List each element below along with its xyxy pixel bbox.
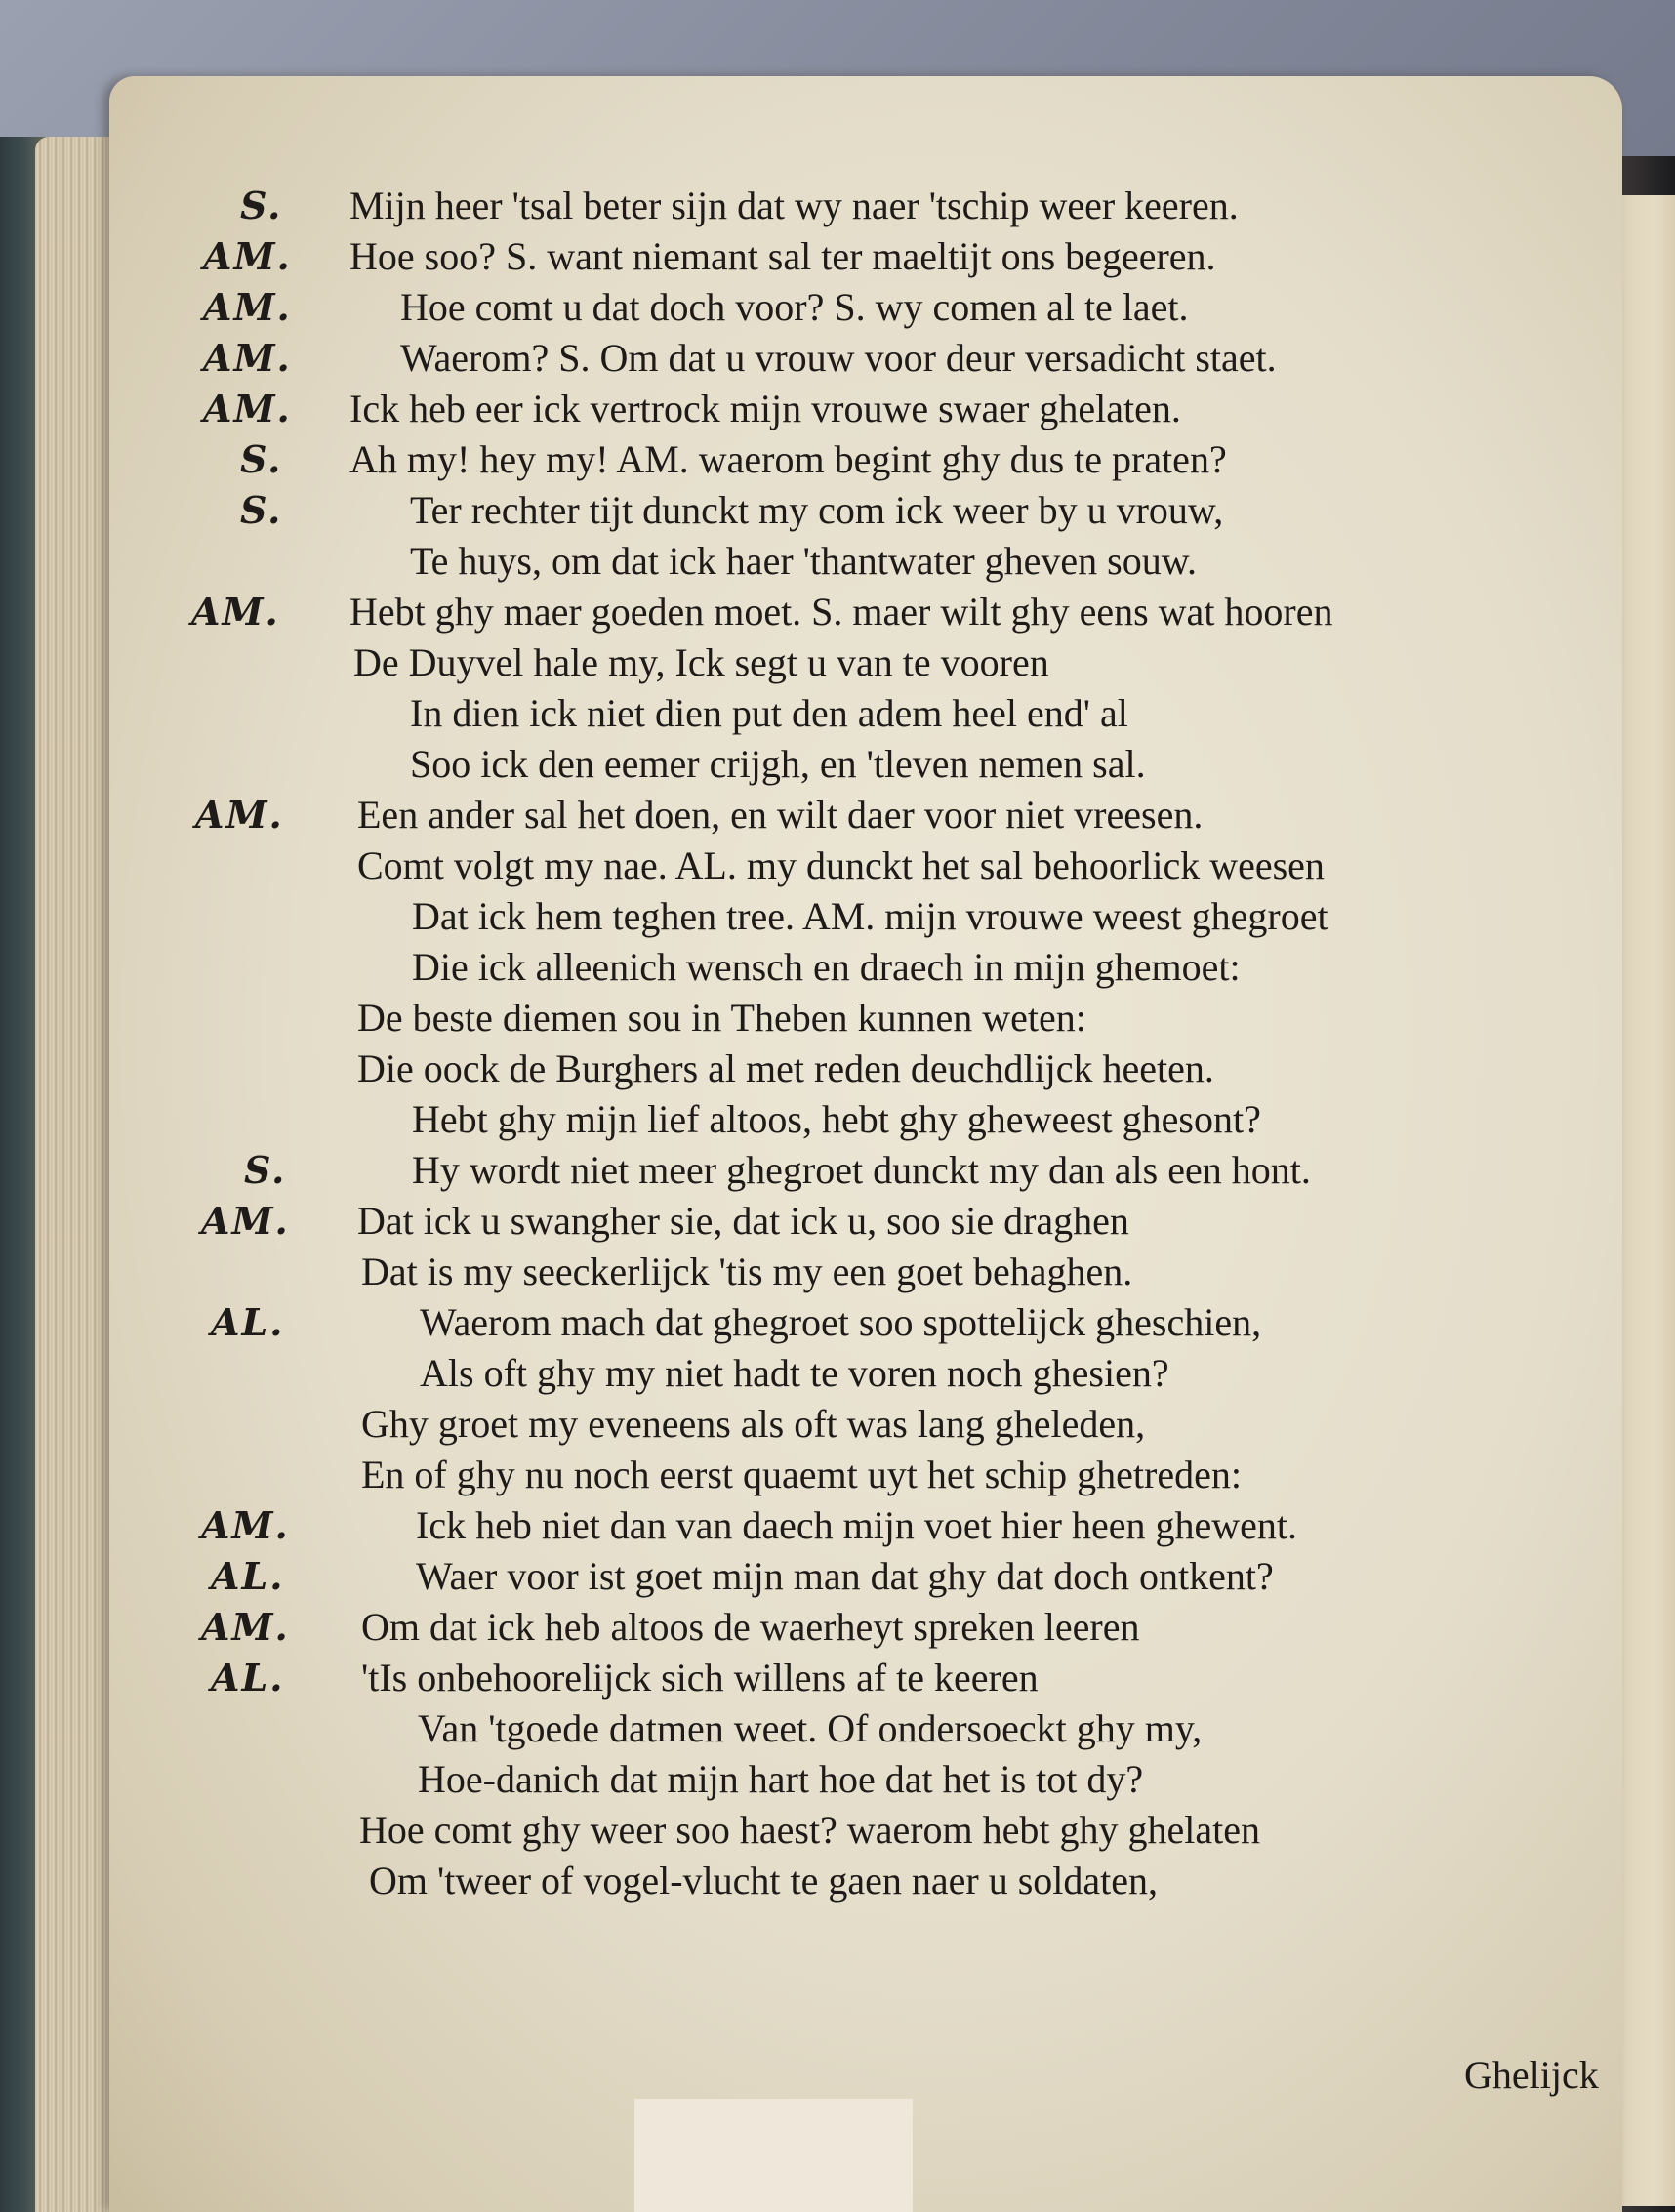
verse-line [0,1496,1675,1555]
verse-line [0,1293,1675,1352]
verse-text: In dien ick niet dien put den adem heel end' al [410,691,1128,735]
speaker-label: S. [240,184,283,227]
verse-line [0,1700,1675,1758]
verse-text: Dat ick hem teghen tree. AM. mijn vrouwe weest ghegroet [412,894,1328,938]
verse-line [0,1801,1675,1860]
speaker-label: AM. [195,793,284,837]
speaker-label: AM. [201,1605,290,1649]
speaker-label: S. [240,437,283,481]
verse-line [0,227,1675,286]
speaker-label: AM. [203,285,292,329]
verse-text: Waerom mach dat ghegroet soo spottelijck gheschien, [420,1300,1262,1344]
verse-line [0,329,1675,388]
verse-text: Hebt ghy maer goeden moet. S. maer wilt ghy eens wat hooren [349,590,1333,634]
speaker-label: AM. [201,1199,290,1243]
verse-text: Mijn heer 'tsal beter sijn dat wy naer 'tschip weer keeren. [349,184,1239,227]
verse-text: Van 'tgoede datmen weet. Of ondersoeckt ghy my, [418,1706,1203,1750]
verse-text: De beste diemen sou in Theben kunnen weten: [357,996,1086,1040]
verse-line [0,735,1675,794]
verse-text: Hebt ghy mijn lief altoos, hebt ghy gheweest ghesont? [412,1097,1261,1141]
verse-text: Te huys, om dat ick haer 'thantwater gheven souw. [410,539,1198,583]
verse-text: Hy wordt niet meer ghegroet dunckt my dan als een hont. [412,1148,1311,1192]
verse-line [0,1547,1675,1606]
verse-line [0,1344,1675,1403]
verse-line [0,278,1675,337]
verse-text: Hoe-danich dat mijn hart hoe dat het is tot dy? [418,1757,1144,1801]
verse-line [0,684,1675,743]
verse-line [0,1852,1675,1910]
verse-text: Die oock de Burghers al met reden deuchdlijck heeten. [357,1046,1214,1090]
verse-line [0,989,1675,1047]
verse-line [0,583,1675,641]
verse-line [0,380,1675,438]
verse-text: Ick heb eer ick vertrock mijn vrouwe swaer ghelaten. [349,387,1181,430]
verse-text: Ghy groet my eveneens als oft was lang gheleden, [361,1402,1146,1446]
verse-line [0,1750,1675,1809]
verse-text: 'tIs onbehoorelijck sich willens af te keeren [361,1656,1039,1700]
speaker-label: AM. [201,1503,290,1547]
catchword: Ghelijck [1464,2053,1599,2097]
verse-text: Soo ick den eemer crijgh, en 'tleven nemen sal. [410,742,1146,786]
speaker-label: AL. [211,1656,285,1700]
speaker-label: AM. [203,234,292,278]
verse-text: Een ander sal het doen, en wilt daer voor niet vreesen. [357,793,1204,837]
verse-text: Ick heb niet dan van daech mijn voet hier heen ghewent. [416,1503,1297,1547]
verse-line [0,430,1675,489]
verse-text: Dat is my seeckerlijck 'tis my een goet behaghen. [361,1249,1133,1293]
verse-line [0,1090,1675,1149]
verse-line [0,1395,1675,1454]
verse-text: Hoe soo? S. want niemant sal ter maeltijt ons begeeren. [349,234,1216,278]
verse-text: En of ghy nu noch eerst quaemt uyt het schip ghetreden: [361,1453,1242,1496]
speaker-label: S. [240,488,283,532]
verse-line [0,786,1675,844]
verse-line [0,532,1675,591]
speaker-label: AL. [211,1554,285,1598]
verse-line [0,837,1675,895]
speaker-label: AM. [203,336,292,380]
verse-text: Ah my! hey my! AM. waerom begint ghy dus te praten? [349,437,1227,481]
verse-text: Dat ick u swangher sie, dat ick u, soo sie draghen [357,1199,1129,1243]
verse-line [0,938,1675,997]
verse-text: Comt volgt my nae. AL. my dunckt het sal behoorlick weesen [357,843,1325,887]
speaker-label: S. [244,1148,287,1192]
verse-text: Waer voor ist goet mijn man dat ghy dat doch ontkent? [416,1554,1274,1598]
verse-line [0,1243,1675,1301]
verse-text: Om 'tweer of vogel-vlucht te gaen naer u soldaten, [369,1859,1159,1903]
speaker-label: AM. [203,387,292,430]
verse-line [0,634,1675,692]
verse-line [0,1040,1675,1098]
verse-line [0,1192,1675,1250]
verse-text: Waerom? S. Om dat u vrouw voor deur versadicht staet. [400,336,1277,380]
verse-text: Hoe comt ghy weer soo haest? waerom hebt ghy ghelaten [359,1808,1261,1852]
redaction-patch [634,2099,913,2212]
verse-text: Die ick alleenich wensch en draech in mijn ghemoet: [412,945,1241,989]
speaker-label: AM. [191,590,280,634]
speaker-label: AL. [211,1300,285,1344]
verse-line [0,177,1675,235]
verse-text: De Duyvel hale my, Ick segt u van te vooren [353,640,1049,684]
verse-text: Hoe comt u dat doch voor? S. wy comen al te laet. [400,285,1189,329]
verse-line [0,481,1675,540]
verse-text: Als oft ghy my niet hadt te voren noch ghesien? [420,1351,1169,1395]
verse-text: Ter rechter tijt dunckt my com ick weer by u vrouw, [410,488,1224,532]
verse-line [0,887,1675,946]
verse-line [0,1446,1675,1504]
verse-text: Om dat ick heb altoos de waerheyt spreken leeren [361,1605,1140,1649]
verse-line [0,1598,1675,1657]
verse-line [0,1649,1675,1707]
verse-line [0,1141,1675,1200]
